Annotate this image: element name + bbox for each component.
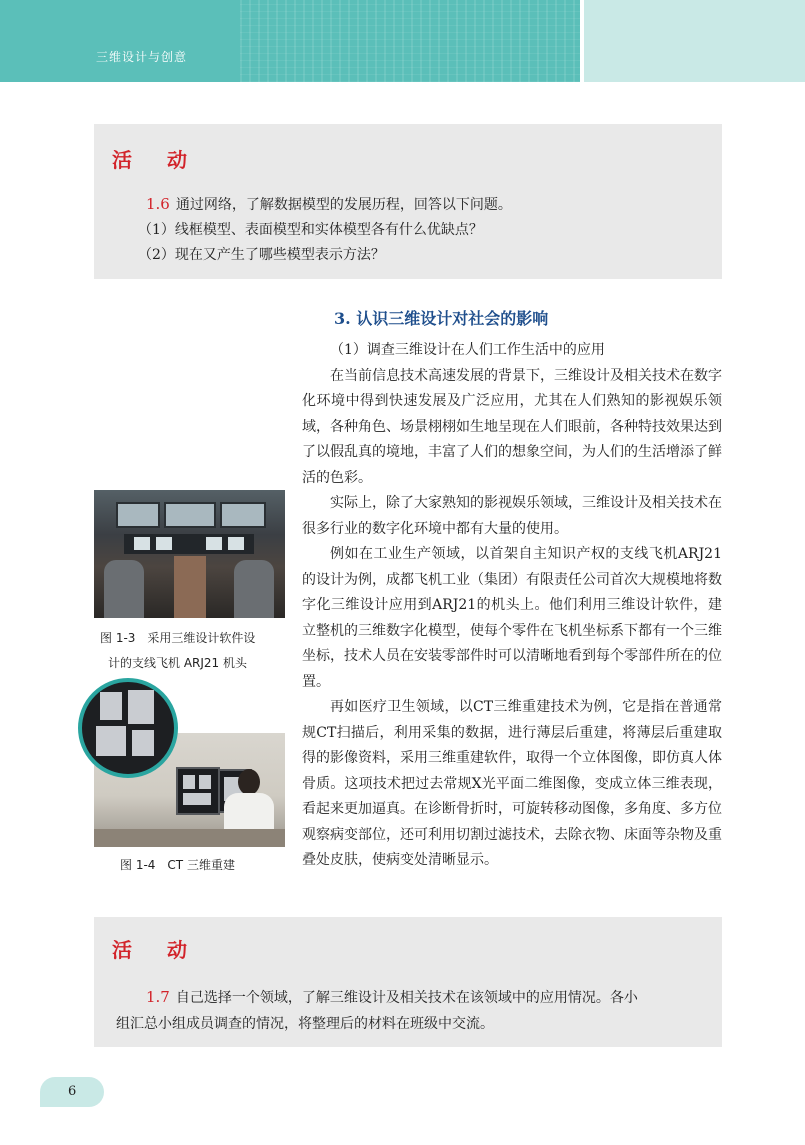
paragraph-2: 实际上，除了大家熟知的影视娱乐领域，三维设计及相关技术在很多行业的数字化环境中都有大量的使用。 [302, 495, 722, 537]
center-console [174, 556, 206, 618]
pilot-seat [234, 560, 274, 618]
activity-text: 通过网络，了解数据模型的发展历程，回答以下问题。 [175, 197, 512, 213]
desk [94, 829, 285, 847]
section-body [302, 338, 722, 874]
book-title: 三维设计与创意 [96, 50, 188, 64]
activity-number: 1.6 [146, 195, 170, 213]
figure-caption-1-line1: 图 1-3 采用三维设计软件设 [100, 631, 256, 645]
display-screen [134, 537, 150, 550]
figure-caption-2: 图 1-4 CT 三维重建 [120, 858, 235, 872]
paragraph-3: 例如在工业生产领域，以首架自主知识产权的支线飞机ARJ21的设计为例，成都飞机工业（集团）有限责任公司首次大规模地将数字化三维设计应用到ARJ21的机头上。他们利用三维设计软件，建立整机的三维数字化模型，使每个零件在飞机坐标系下都有一个三维坐标，技术人员在安装零部件时可以清晰地看到每个零部件所在的位置。 [302, 546, 722, 690]
activity-title: 活 动 [112, 148, 201, 172]
display-screen [206, 537, 222, 550]
section-title: 3. 认识三维设计对社会的影响 [334, 309, 549, 328]
cockpit-window [164, 502, 216, 528]
activity-text: 自己选择一个领域，了解三维设计及相关技术在该领域中的应用情况。各小 [175, 990, 638, 1006]
paragraph-1: 在当前信息技术高速发展的背景下，三维设计及相关技术在数字化环境中得到快速发展及广泛应用，尤其在人们熟知的影视娱乐领域，各种角色、场景栩栩如生地呈现在人们眼前，各种特技效果达到了以假乱真的境地，丰富了人们的想象空间，为人们的生活增添了鲜活的色彩。 [302, 367, 722, 486]
header-accent [584, 0, 805, 82]
display-screen [156, 537, 172, 550]
cockpit-window [220, 502, 266, 528]
monitor [176, 767, 220, 815]
figure-caption-1-line2: 计的支线飞机 ARJ21 机头 [108, 656, 247, 670]
header-texture [240, 0, 580, 82]
activity-number: 1.7 [146, 988, 170, 1006]
activity-title: 活 动 [112, 938, 201, 962]
cockpit-photo [94, 490, 285, 618]
activity-text-line2: 组汇总小组成员调查的情况，将整理后的材料在班级中交流。 [116, 1016, 494, 1032]
header-band [0, 0, 580, 82]
display-screen [228, 537, 244, 550]
activity-question-2: （2）现在又产生了哪些模型表示方法？ [138, 247, 385, 263]
activity-box-1 [94, 124, 722, 279]
activity-box-2 [94, 917, 722, 1047]
section-subheading: （1）调查三维设计在人们工作生活中的应用 [330, 342, 605, 358]
page-number: 6 [68, 1084, 77, 1099]
ct-scan-inset [78, 678, 178, 778]
cockpit-window [116, 502, 160, 528]
paragraph-4: 再如医疗卫生领域，以CT三维重建技术为例，它是指在普通常规CT扫描后，利用采集的数据，进行薄层后重建，将薄层后重建取得的影像资料，采用三维重建软件，取得一个立体图像，即仿真人体骨质。这项技术把过去常规X光平面二维图像，变成立体三维表现，看起来更加逼真。在诊断骨折时，可旋转移动图像，多角度、多方位观察病变部位，还可利用切割过滤技术，去除衣物、床面等杂物及重叠处皮肤，使病变处清晰显示。 [302, 699, 722, 868]
activity-item [146, 194, 512, 214]
pilot-seat [104, 560, 144, 618]
activity-item [146, 987, 638, 1007]
activity-question-1: （1）线框模型、表面模型和实体模型各有什么优缺点？ [138, 222, 483, 238]
